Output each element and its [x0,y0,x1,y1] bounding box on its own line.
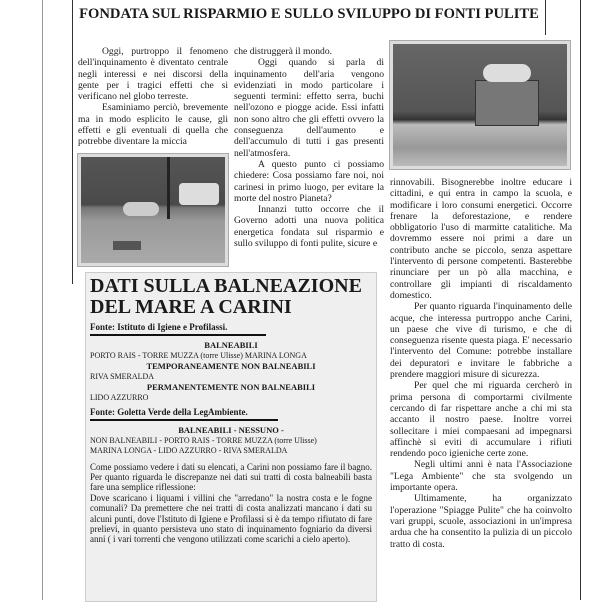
car-shape [179,183,219,205]
category-balneabili: BALNEABILI [204,340,258,350]
dumpster-photo [390,41,570,169]
box-title-line-1: DATI SULLA BALNEAZIONE [90,275,362,297]
headline: FONDATA SUL RISPARMIO E SULLO SVILUPPO DI FONTI PULITE [79,6,539,22]
paragraph: Negli ultimi anni è nata l'Associazione "Lega Ambiente" che sta svolgendo un importante opera. [390,459,572,494]
article-frame-left [72,0,73,284]
paragraph: rinnovabili. Bisognerebbe inoltre educare i cittadini, e qui entra in campo la scuola, e modificare i loro consumi energetici. Occorre frenare la deforestazione, e rendere obbligatorio l'uso di marmitte catalitiche. Ma dovremmo essere noi primi a dare un contributo anche se piccolo, senza aspettare l'intervento di persone competenti. Basterebbe rinunciare per un pò alla macchina, e controllare gli impianti di riscaldamento domestico. [390,177,572,301]
building-corner [167,157,170,219]
locations: NON BALNEABILI - PORTO RAIS - TORRE MUZZA (torre Ulisse) [90,435,317,445]
bathing-data-box [85,272,377,602]
paragraph: Innanzi tutto occorre che il Governo adotti una nuova politica energetica fondata sul risparmio e sullo sviluppo di fonti pulite, sicure e [234,204,384,250]
locations: RIVA SMERALDA [90,371,155,381]
source-1-rule [90,334,266,336]
paragraph: Dove scaricano i liquami i villini che "arredano" la nostra costa e le fogne comunali? Da premettere che nei tratti di costa analizzati mancano i dati su alcuni punti, dove l'Istituto di Igiene e Profilassi si è da tempo rifiutato di fare prelievi, in quanto persisteva uno stato di inquinamento fogniario da diversi anni ( i vari torrenti che vengono utilizzati come scarichi a cielo aperto). [90,492,372,545]
paragraph: A questo punto ci possiamo chiedere: Cosa possiamo fare noi, noi carinesi in primo luogo, per evitare la morte del nostro Pianeta? [234,158,384,204]
category-temporary: TEMPORANEAMENTE NON BALNEABILI [146,361,316,371]
article-column-2 [234,46,384,249]
page-border-right [580,0,581,600]
paragraph: Come possiamo vedere i dati su elencati, a Carini non possiamo fare il bagno. Per quanto riguarda le discrepanze nei dati sui tratti di costa balneabili basta fare una semplice riflessione: [90,461,372,493]
article-column-1 [78,46,228,148]
garbage-pile [483,64,531,82]
source-1: Fonte: Istituto di Igiene e Profilassi. [90,322,228,332]
drain-grate [113,241,141,250]
street-garbage-photo [78,154,228,266]
article-column-3 [390,177,572,550]
locations: PORTO RAIS - TORRE MUZZA (torre Ulisse) MARINA LONGA [90,350,307,360]
paragraph: Ultimamente, ha organizzato l'operazione "Spiagge Pulite" che ha coinvolto vari gruppi, scuole, associazioni in un'impresa ardua che ha consentito la pulizia di un piccolo tratto di costa. [390,493,572,550]
box-commentary [90,462,372,545]
source-2-rule [90,419,278,421]
locations: LIDO AZZURRO [90,392,149,402]
paragraph: Oggi quando si parla di inquinamento dell'aria vengono evidenziati in modo particolare i seguenti termini: effetto serra, buchi nell'ozono e piogge acide. Essi infatti non sono altro che gli effetti ovvero la conseguenza dell'aumento e dell'accumulo di tutti i gas presenti nell'atmosfera. [234,57,384,159]
garbage-bags [123,202,159,216]
paragraph: Esaminiamo perciò, brevemente ma in modo esplicito le cause, gli effetti e gli eventuali di quella che potrebbe diventare la miccia [78,102,228,148]
page-border-left [42,0,43,600]
article-frame-right [545,0,546,35]
dumpster-shape [475,80,539,126]
box-title-line-2: DEL MARE A CARINI [90,296,292,318]
paragraph: Per quel che mi riguarda cercherò in prima persona di comportarmi civilmente cercando di far rispettare anche a chi mi sta accanto il nostro paese. Inoltre vorrei sollecitare i miei compaesani ad impegnarsi affinchè si eviti di accumulare i rifiuti rendendo poco igieniche certe zone. [390,380,572,460]
paragraph: che distruggerà il mondo. [234,46,333,57]
category-balneabili-2: BALNEABILI - NESSUNO - [178,425,284,435]
source-2: Fonte: Goletta Verde della LegAmbiente. [90,407,248,417]
locations: MARINA LONGA - LIDO AZZURRO - RIVA SMERALDA [90,446,288,455]
paragraph: Per quanto riguarda l'inquinamento delle acque, che interessa purtroppo anche Carini, un paese che vive di turismo, e che di conseguenza risente questa piaga. E' necessario l'intervento del Comune: potrebbe installare dei depuratori e invitare le fabbriche a prendere maggiori misure di sicurezza. [390,301,572,381]
category-permanent: PERMANENTEMENTE NON BALNEABILI [146,382,316,392]
paragraph: Oggi, purtroppo il fenomeno dell'inquinamento è diventato centrale negli interessi e nei discorsi della gente per i tragici effetti che si verificano nel globo terreste. [78,46,228,103]
